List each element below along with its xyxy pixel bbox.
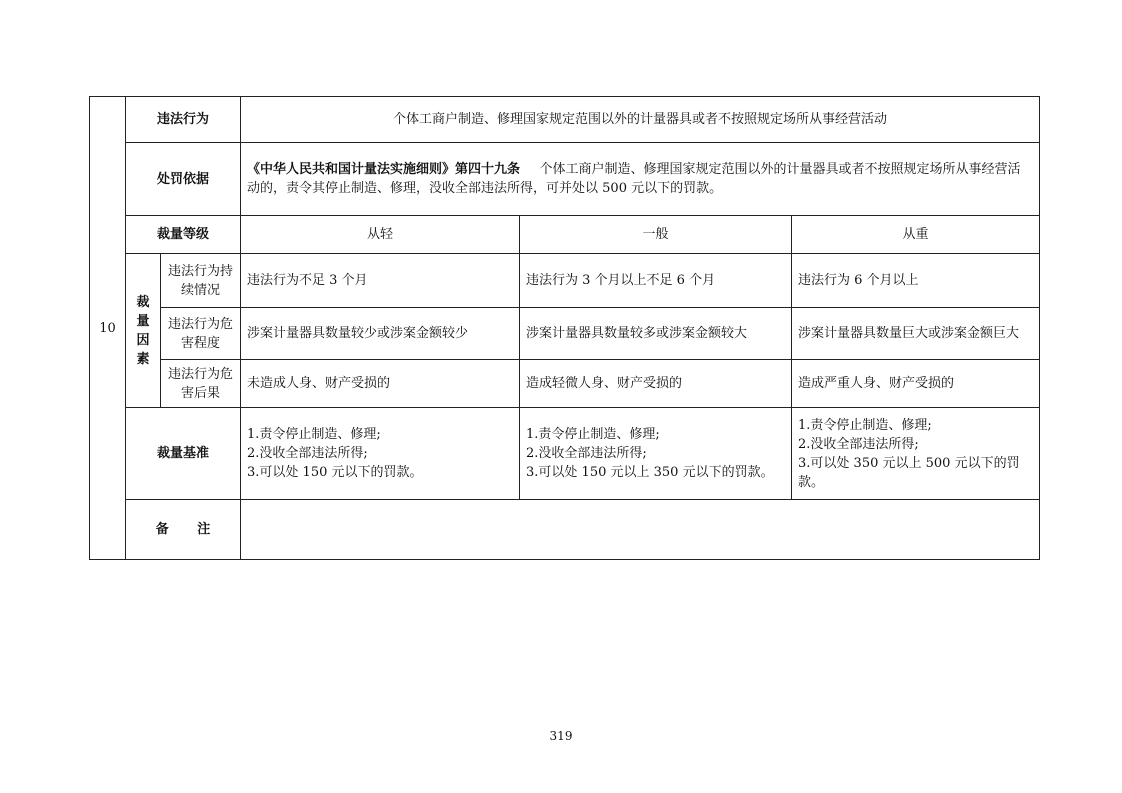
factor-consequence-label: 违法行为危害后果 — [161, 360, 241, 408]
basis-label: 处罚依据 — [126, 143, 241, 216]
factor-consequence-normal: 造成轻微人身、财产受损的 — [520, 360, 792, 408]
level-light: 从轻 — [241, 216, 520, 254]
factors-label-text: 裁 量 因 素 — [136, 294, 150, 367]
factor-harm-normal: 涉案计量器具数量较多或涉案金额较大 — [520, 308, 792, 360]
factor-harm-heavy: 涉案计量器具数量巨大或涉案金额巨大 — [792, 308, 1040, 360]
factor-consequence-heavy: 造成严重人身、财产受损的 — [792, 360, 1040, 408]
factor-consequence-light: 未造成人身、财产受损的 — [241, 360, 520, 408]
standard-normal-item: 2.没收全部违法所得; — [526, 446, 647, 461]
row-number: 10 — [90, 97, 126, 560]
violation-label: 违法行为 — [126, 97, 241, 143]
basis-text: 个体工商户制造、修理国家规定范围以外的计量器具或者不按照规定场所从事经营活动的，责令其停止制造、修理，没收全部违法所得，可并处以 500 元以下的罚款。 — [247, 162, 1021, 196]
basis-title: 《中华人民共和国计量法实施细则》第四十九条 — [247, 162, 521, 177]
standard-label: 裁量基准 — [126, 408, 241, 500]
standard-light-item: 1.责令停止制造、修理; — [247, 427, 381, 442]
basis-content — [241, 143, 1040, 216]
standard-light-item: 2.没收全部违法所得; — [247, 446, 368, 461]
levels-label: 裁量等级 — [126, 216, 241, 254]
violation-row — [90, 97, 1040, 143]
standard-light — [241, 408, 520, 500]
factor-duration-label: 违法行为持续情况 — [161, 254, 241, 308]
factor-harm-label: 违法行为危害程度 — [161, 308, 241, 360]
factor-consequence-row — [90, 360, 1040, 408]
standard-normal-item: 3.可以处 150 元以上 350 元以下的罚款。 — [526, 465, 774, 480]
standard-normal-item: 1.责令停止制造、修理; — [526, 427, 660, 442]
level-normal: 一般 — [520, 216, 792, 254]
violation-text: 个体工商户制造、修理国家规定范围以外的计量器具或者不按照规定场所从事经营活动 — [241, 97, 1040, 143]
factor-harm-row — [90, 308, 1040, 360]
standard-normal — [520, 408, 792, 500]
level-heavy: 从重 — [792, 216, 1040, 254]
remarks-label — [126, 500, 241, 560]
penalty-discretion-table — [89, 96, 1040, 560]
factor-duration-row — [90, 254, 1040, 308]
page-number: 319 — [549, 729, 573, 743]
standard-heavy-item: 3.可以处 350 元以上 500 元以下的罚款。 — [798, 455, 1020, 490]
remarks-row — [90, 500, 1040, 560]
standard-light-item: 3.可以处 150 元以下的罚款。 — [247, 465, 423, 480]
basis-row — [90, 143, 1040, 216]
factor-duration-light: 违法行为不足 3 个月 — [241, 254, 520, 308]
factor-duration-heavy: 违法行为 6 个月以上 — [792, 254, 1040, 308]
factor-harm-light: 涉案计量器具数量较少或涉案金额较少 — [241, 308, 520, 360]
standard-heavy-item: 2.没收全部违法所得; — [798, 436, 919, 452]
factor-duration-normal: 违法行为 3 个月以上不足 6 个月 — [520, 254, 792, 308]
standard-row — [90, 408, 1040, 500]
standard-heavy-item: 1.责令停止制造、修理; — [798, 417, 932, 433]
levels-row — [90, 216, 1040, 254]
remarks-content — [241, 500, 1040, 560]
standard-heavy — [792, 408, 1040, 500]
factors-label — [126, 254, 161, 408]
remarks-label-text: 备注 — [155, 522, 211, 537]
